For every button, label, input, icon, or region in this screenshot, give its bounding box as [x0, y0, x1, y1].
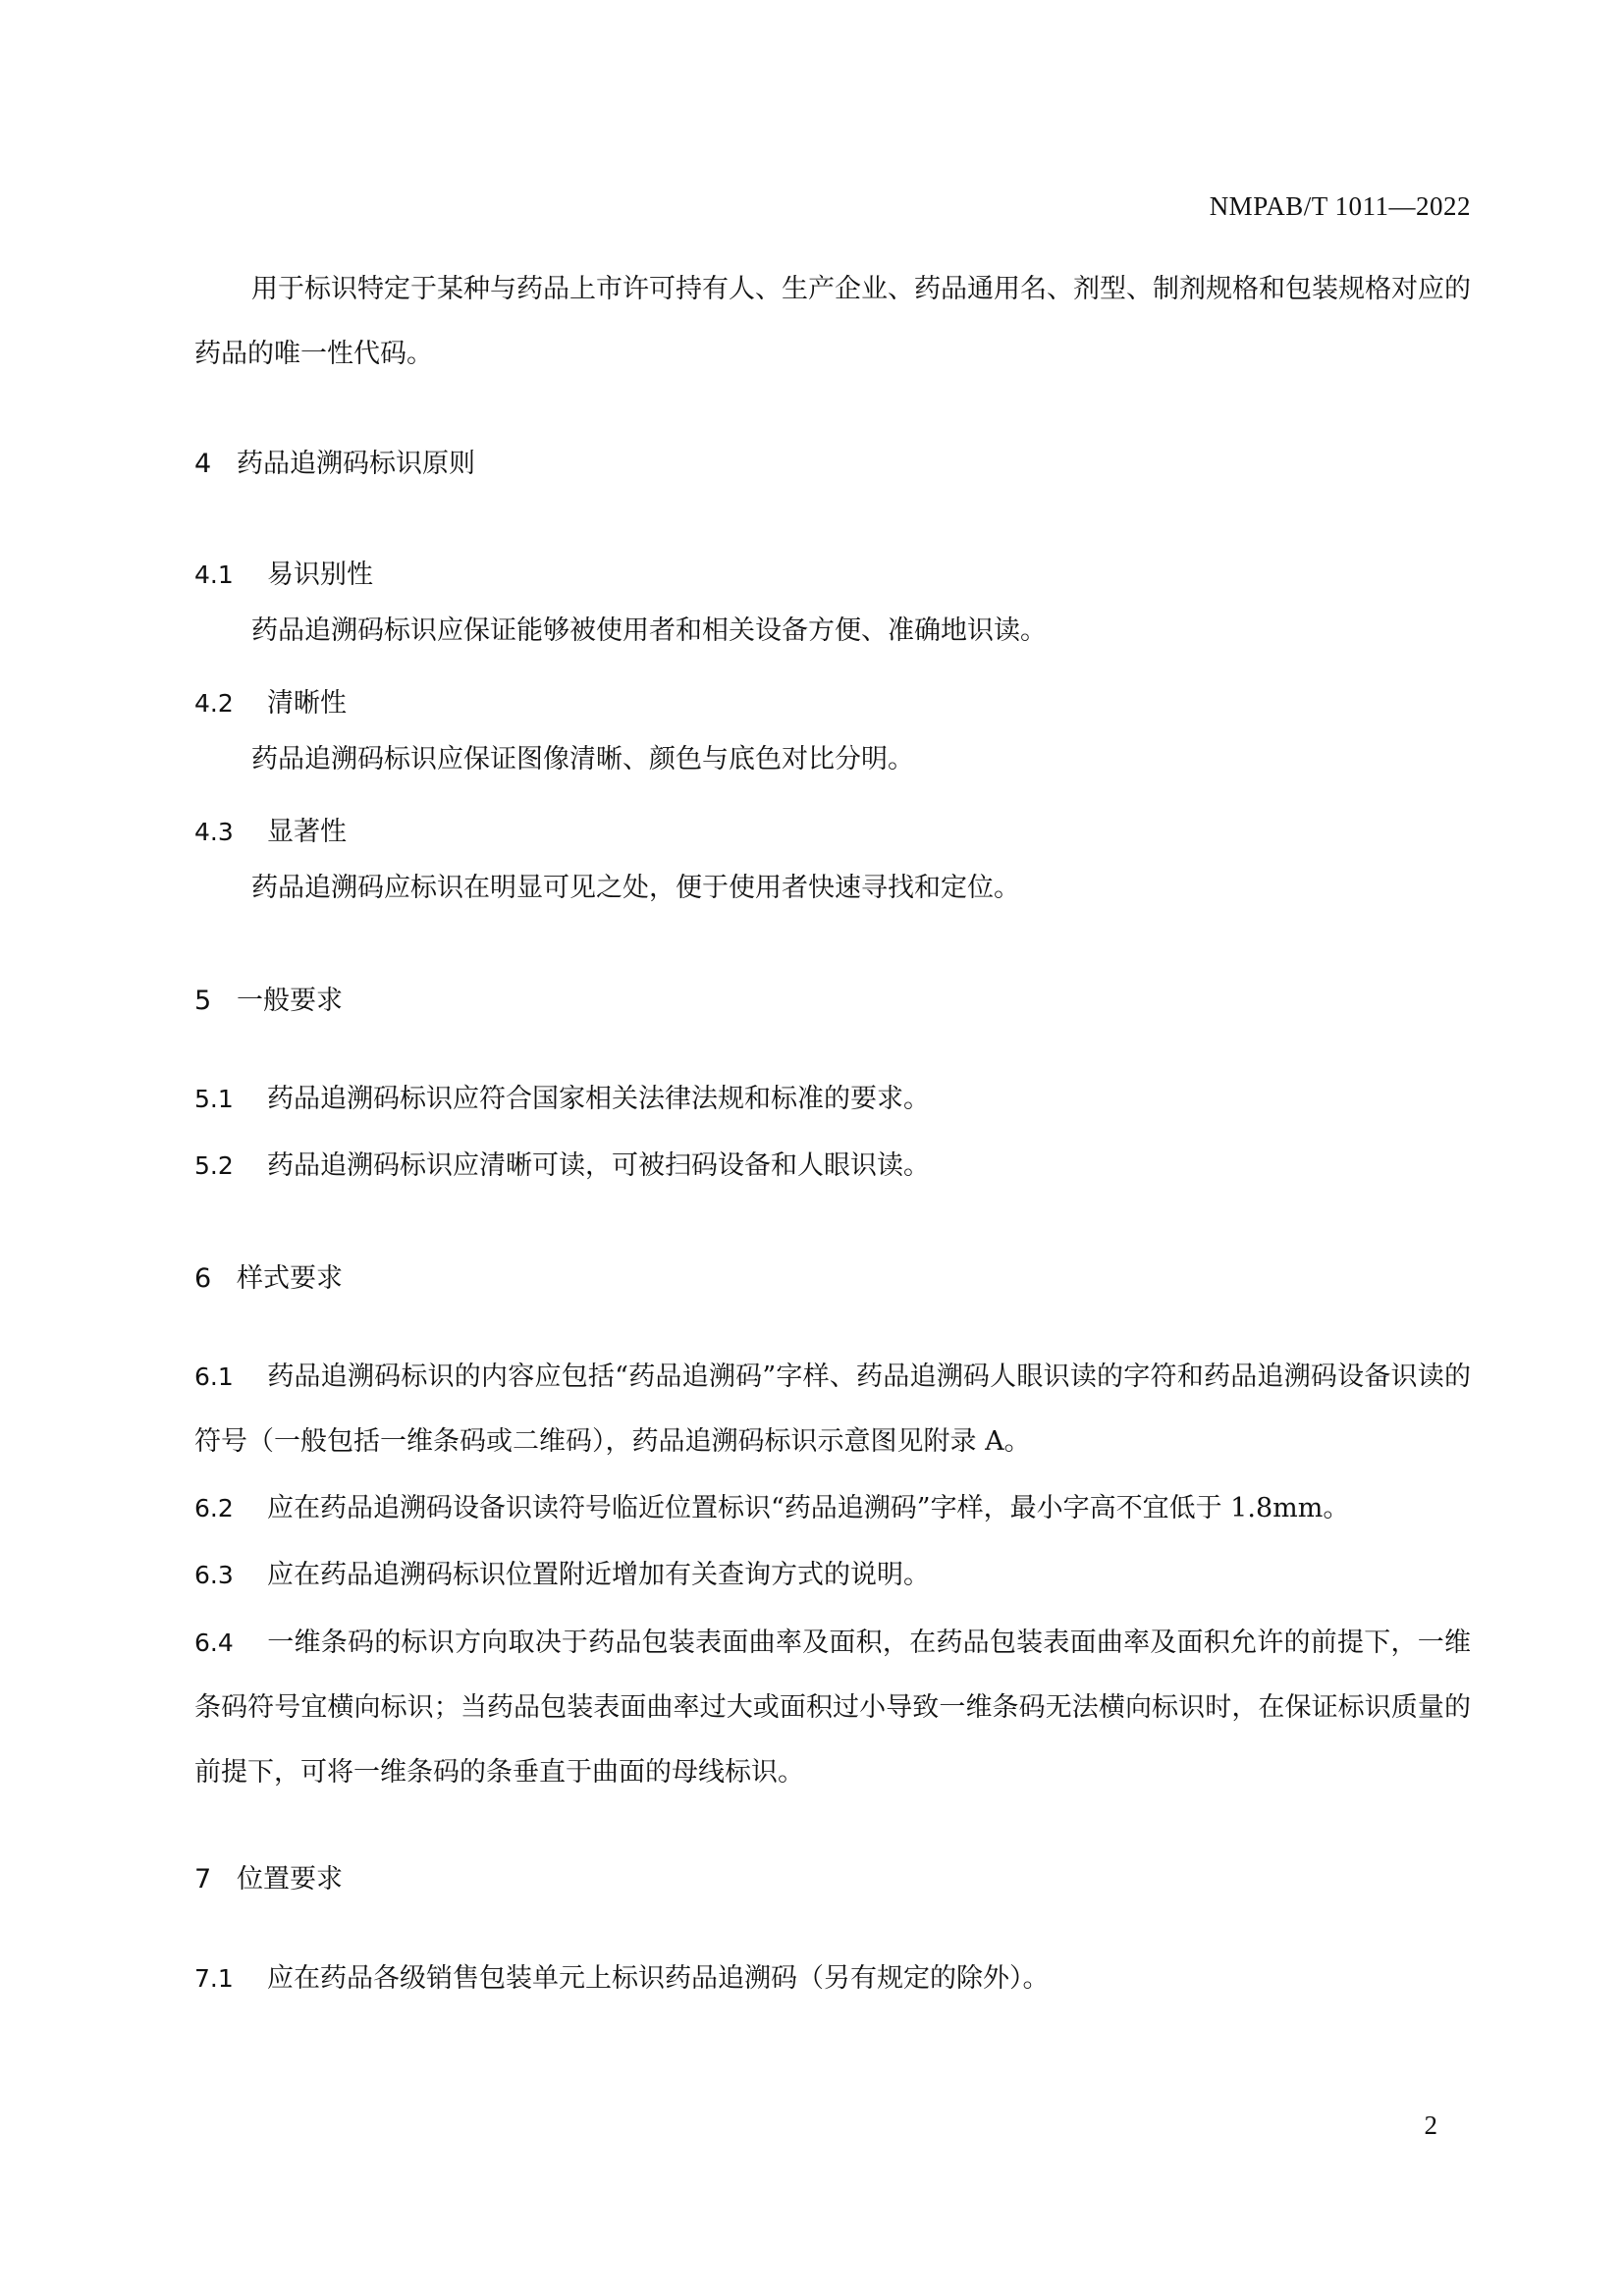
- section-4-heading: [194, 442, 475, 480]
- section-title: 药品追溯码标识原则: [237, 449, 475, 479]
- section-6-3: [194, 1543, 1471, 1608]
- section-5-1: [194, 1067, 1471, 1132]
- section-7-1: [194, 1947, 1471, 2011]
- clause-number: 6.4: [194, 1629, 234, 1657]
- subsection-number: 4.3: [194, 818, 234, 846]
- subsection-title: 显著性: [267, 817, 347, 847]
- section-5-2: [194, 1134, 1471, 1199]
- section-4-2-text: 药品追溯码标识应保证图像清晰、颜色与底色对比分明。: [251, 744, 914, 774]
- subsection-number: 4.1: [194, 561, 234, 589]
- clause-text: 药品追溯码标识应符合国家相关法律法规和标准的要求。: [267, 1084, 930, 1114]
- section-4-1-heading: [194, 553, 373, 591]
- section-title: 样式要求: [237, 1263, 343, 1294]
- subsection-title: 易识别性: [267, 560, 373, 590]
- intro-paragraph: 用于标识特定于某种与药品上市许可持有人、生产企业、药品通用名、剂型、制剂规格和包装规格对应的药品的唯一性代码。: [194, 274, 1471, 369]
- clause-text: 药品追溯码标识应清晰可读，可被扫码设备和人眼识读。: [267, 1150, 930, 1181]
- clause-text: 一维条码的标识方向取决于药品包装表面曲率及面积，在药品包装表面曲率及面积允许的前提下，一维条码符号宜横向标识；当药品包装表面曲率过大或面积过小导致一维条码无法横向标识时，在保证标识质量的前提下，可将一维条码的条垂直于曲面的母线标识。: [194, 1628, 1471, 1788]
- section-5-heading: [194, 979, 343, 1017]
- page-number: 2: [1424, 2110, 1437, 2140]
- section-4-1-text: 药品追溯码标识应保证能够被使用者和相关设备方便、准确地识读。: [251, 615, 1047, 646]
- section-number: 4: [194, 449, 212, 479]
- section-number: 5: [194, 986, 212, 1016]
- clause-number: 5.2: [194, 1151, 234, 1180]
- section-number: 7: [194, 1864, 212, 1895]
- section-4-3-text: 药品追溯码应标识在明显可见之处，便于使用者快速寻找和定位。: [251, 873, 1020, 903]
- clause-text: 应在药品追溯码设备识读符号临近位置标识“药品追溯码”字样，最小字高不宜低于 1.8mm。: [267, 1493, 1350, 1523]
- section-title: 位置要求: [237, 1864, 343, 1895]
- section-6-1: [194, 1345, 1471, 1474]
- clause-number: 6.2: [194, 1494, 234, 1522]
- section-4-3-heading: [194, 810, 347, 848]
- section-7-heading: [194, 1857, 343, 1896]
- clause-text: 应在药品追溯码标识位置附近增加有关查询方式的说明。: [267, 1560, 930, 1590]
- section-number: 6: [194, 1263, 212, 1294]
- section-title: 一般要求: [237, 986, 343, 1016]
- section-6-2: [194, 1476, 1471, 1541]
- section-6-heading: [194, 1256, 343, 1295]
- section-4-2-heading: [194, 681, 347, 720]
- subsection-number: 4.2: [194, 689, 234, 718]
- clause-number: 6.3: [194, 1561, 234, 1589]
- clause-number: 5.1: [194, 1085, 234, 1113]
- subsection-title: 清晰性: [267, 688, 347, 719]
- clause-number: 7.1: [194, 1964, 234, 1993]
- section-6-4: [194, 1611, 1471, 1805]
- clause-text: 应在药品各级销售包装单元上标识药品追溯码（另有规定的除外）。: [267, 1963, 1050, 1994]
- clause-text: 药品追溯码标识的内容应包括“药品追溯码”字样、药品追溯码人眼识读的字符和药品追溯码设备识读的符号（一般包括一维条码或二维码），药品追溯码标识示意图见附录 A。: [194, 1362, 1471, 1457]
- clause-number: 6.1: [194, 1362, 234, 1391]
- document-code: NMPAB/T 1011—2022: [1209, 191, 1471, 221]
